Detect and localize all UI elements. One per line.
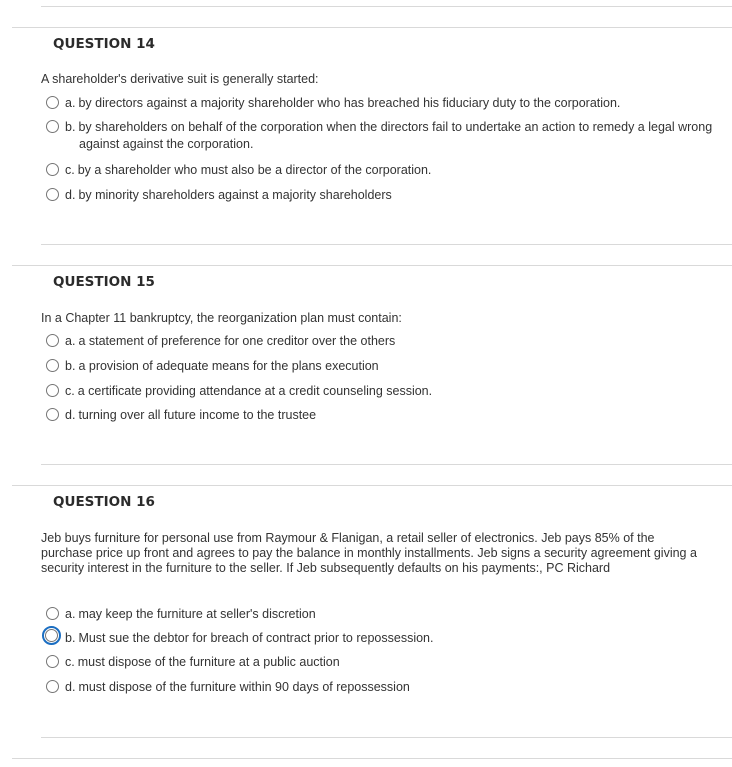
radio-button[interactable] [46,359,59,372]
question-16-option-a[interactable]: a. may keep the furniture at seller's discretion [46,606,716,623]
question-15-option-c[interactable]: c. a certificate providing attendance at a credit counseling session. [46,383,716,400]
radio-button[interactable] [46,408,59,421]
radio-button[interactable] [46,384,59,397]
question-16-text: Jeb buys furniture for personal use from Raymour & Flanigan, a retail seller of electronics. Jeb pays 85% of the purchase price up front and agrees to pay the balance in monthly installments. Jeb signs a security agreement giving a security interest in the furniture to the seller. If Jeb subsequently defaults on his payments:, PC Richard [41,531,697,575]
question-15-title: QUESTION 15 [53,274,155,290]
option-text: by minority shareholders against a majority shareholders [78,188,392,202]
divider [41,244,732,245]
radio-button[interactable] [46,655,59,668]
divider [12,27,732,28]
option-text: a statement of preference for one creditor over the others [78,334,396,348]
option-text: may keep the furniture at seller's discretion [78,607,316,621]
divider [12,758,732,759]
option-text: a certificate providing attendance at a credit counseling session. [77,384,433,398]
radio-button[interactable] [46,188,59,201]
question-16-option-d[interactable]: d. must dispose of the furniture within 90 days of repossession [46,679,716,696]
option-text: a provision of adequate means for the plans execution [78,359,379,373]
option-text: by directors against a majority shareholder who has breached his fiduciary duty to the corporation. [78,96,621,110]
radio-button[interactable] [46,96,59,109]
option-text: by a shareholder who must also be a director of the corporation. [77,163,432,177]
question-15-text: In a Chapter 11 bankruptcy, the reorganization plan must contain: [41,311,402,325]
question-15-option-b[interactable]: b. a provision of adequate means for the plans execution [46,358,716,375]
question-15-option-a[interactable]: a. a statement of preference for one creditor over the others [46,333,716,350]
radio-button-focused[interactable] [45,629,58,642]
question-14-title: QUESTION 14 [53,36,155,52]
question-14-option-d[interactable]: d. by minority shareholders against a majority shareholders [46,187,716,204]
radio-button[interactable] [46,607,59,620]
question-16-option-c[interactable]: c. must dispose of the furniture at a public auction [46,654,716,671]
option-text: must dispose of the furniture within 90 days of repossession [78,680,410,694]
divider [41,464,732,465]
option-text: must dispose of the furniture at a public auction [77,655,340,669]
question-14-option-b[interactable]: b. by shareholders on behalf of the corporation when the directors fail to undertake an action to remedy a legal wrong against against the corporation. [46,119,716,153]
radio-button[interactable] [46,334,59,347]
radio-button[interactable] [46,120,59,133]
question-14-option-a[interactable]: a. by directors against a majority shareholder who has breached his fiduciary duty to the corporation. [46,95,716,112]
option-text: Must sue the debtor for breach of contract prior to repossession. [78,631,434,645]
option-text: by shareholders on behalf of the corporation when the directors fail to undertake an action to remedy a legal wrong against against the corporation. [78,120,713,151]
question-14-option-c[interactable]: c. by a shareholder who must also be a director of the corporation. [46,162,716,179]
divider [12,265,732,266]
question-14-text: A shareholder's derivative suit is generally started: [41,72,319,86]
divider [41,6,732,7]
divider [41,737,732,738]
question-16-option-b[interactable]: b. Must sue the debtor for breach of contract prior to repossession. [46,630,716,647]
radio-button[interactable] [46,680,59,693]
radio-button[interactable] [46,163,59,176]
question-15-option-d[interactable]: d. turning over all future income to the trustee [46,407,716,424]
question-16-title: QUESTION 16 [53,494,155,510]
option-text: turning over all future income to the trustee [78,408,317,422]
divider [12,485,732,486]
